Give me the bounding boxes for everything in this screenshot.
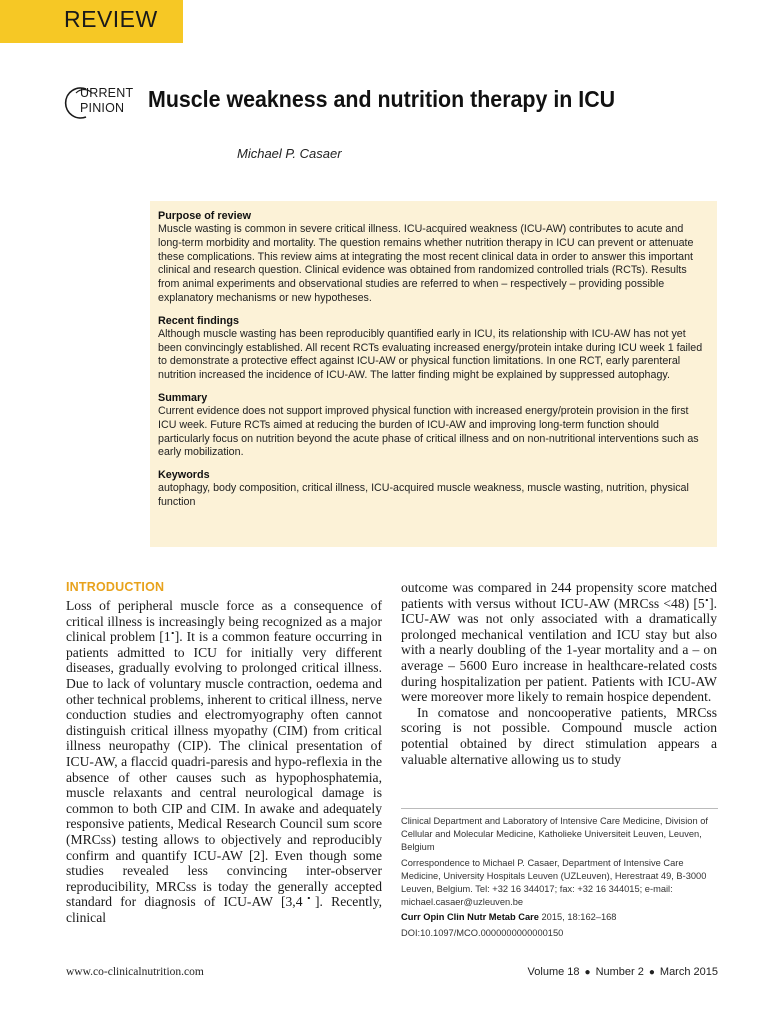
findings-heading: Recent findings [158, 314, 239, 327]
body-column-right [401, 580, 717, 767]
outcome-text-part-1: outcome was compared in 244 propensity score matched patients with versus without ICU-AW (MRCss <48) [5 [401, 580, 717, 611]
findings-text: Although muscle wasting has been reproducibly quantified early in ICU, its relationship with ICU-AW has not yet been convincingly established. All recent RCTs evaluating increased energy/protein intake during ICU week 1 failed to demonstrate a protective effect against ICU-AW or physical function limitations. In one RCT, early parenteral nutrition increased the incidence of ICU-AW. The latter finding might be explained by suppressed autophagy. [158, 327, 703, 382]
comatose-paragraph: In comatose and noncooperative patients, MRCss scoring is not possible. Compound muscle action potential obtained by direct stimulation appears a valuable alternative allowing us to study [401, 704, 717, 767]
ref-mark: ▪ [170, 628, 175, 638]
intro-text-part-1: Loss of peripheral muscle force as a consequence of critical illness is increasingly being recognized as a major clinical problem [1 [66, 598, 382, 645]
article-author: Michael P. Casaer [237, 146, 342, 161]
affiliation-dept: Clinical Department and Laboratory of Intensive Care Medicine, Division of Cellular and Molecular Medicine, Katholieke Universiteit Leuven, Leuven, Belgium [401, 816, 708, 853]
section-tab [0, 0, 183, 43]
ref-mark: ▪ [302, 893, 316, 903]
affiliation-block [401, 815, 719, 942]
keywords-heading: Keywords [158, 469, 210, 482]
introduction-heading: INTRODUCTION [66, 580, 165, 594]
footer-number: Number 2 [595, 966, 644, 978]
journal-citation [401, 911, 719, 924]
affiliation-divider [401, 808, 718, 809]
outcome-paragraph [401, 580, 717, 705]
intro-paragraph [66, 598, 382, 925]
body-column-left [66, 580, 382, 925]
journal-name: Curr Opin Clin Nutr Metab Care [401, 912, 539, 923]
footer-date: March 2015 [659, 966, 718, 978]
ref-mark: ▪ [704, 595, 710, 605]
article-title: Muscle weakness and nutrition therapy in ICU [148, 86, 616, 112]
purpose-heading: Purpose of review [158, 210, 252, 222]
section-tab-label: REVIEW [64, 6, 158, 32]
intro-text-part-2: ]. It is a common feature occurring in patients admitted to ICU for initially very different diseases, gradually evolving to prolonged critical illness. Due to lack of voluntary muscle contraction, oedema and other technical problems, inherent to critical illness, nerve conduction studies and electromyography often cannot distinguish critical illness myopathy (CIM) from critical illness neuropathy (CIP). The clinical presentation of ICU-AW, a flaccid quadri-paresis and hypo-reflexia in the absence of other causes such as hypophosphatemia, muscle relaxants and central neurological damage is common to both CIP and CIM. In awake and adequately responsive patients, Medical Research Council sum score (MRCss) testing allows to objectively and reproducibly confirm and quantify ICU-AW [2]. Even though some studies revealed less convincing inter-observer reproducibility, MRCss is today the generally accepted standard for diagnosis of ICU-AW [3,4 [66, 629, 382, 910]
footer-separator: ● [584, 967, 591, 978]
outcome-text-part-2: ]. ICU-AW was not only associated with a dramatically prolonged mechanical ventilation and ICU stay but also with a nearly doubling of the 1-year mortality and a – on average – 5600 Euro increase in healthcare-related costs during hospitalization per patient. Patients with ICU-AW were moreover more likely to remain hospice dependent. [401, 595, 717, 705]
footer-volume: Volume 18 [527, 966, 580, 978]
summary-heading: Summary [158, 391, 208, 404]
journal-info: 2015, 18:162–168 [538, 912, 617, 923]
journal-logo [62, 83, 132, 123]
footer-volume-info [528, 966, 718, 978]
logo-text-current: URRENT [80, 86, 134, 100]
abstract-box [150, 201, 717, 547]
keywords-text: autophagy, body composition, critical illness, ICU-acquired muscle weakness, muscle wasting, nutrition, physical function [158, 482, 689, 508]
purpose-text: Muscle wasting is common in severe critical illness. ICU-acquired weakness (ICU-AW) contributes to acute and long-term morbidity and mortality. The question remains whether nutrition therapy in ICU can prevent or attenuate these complications. This review aims at integrating the most recent clinical data in order to answer this important clinical and research question. Clinical evidence was obtained from randomized controlled trials (RCTs). Results from animal experiments and observational studies are referred to when – respectively – providing possible explanatory mechanisms or new hypotheses. [158, 223, 694, 304]
affiliation-correspondence: Correspondence to Michael P. Casaer, Department of Intensive Care Medicine, University Hospitals Leuven (UZLeuven), Herestraat 49, B-3000 Leuven, Belgium. Tel: +32 16 344017; fax: +32 16 344015; e-mail: michael.casaer@uzleuven.be [401, 857, 707, 908]
intro-text-part-3: ]. Recently, clinical [66, 894, 383, 925]
article-doi: DOI:10.1097/MCO.0000000000000150 [401, 927, 564, 938]
footer-separator: ● [648, 967, 655, 978]
summary-text: Current evidence does not support improved physical function with increased energy/protein provision in the first ICU week. Future RCTs aimed at reducing the burden of ICU-AW and improving long-term function should particularly focus on nutrition beyond the acute phase of critical illness and on non-nutritional interventions such as early mobilization. [158, 404, 699, 459]
logo-text-opinion: PINION [80, 101, 125, 115]
footer-url[interactable]: www.co-clinicalnutrition.com [66, 966, 204, 978]
